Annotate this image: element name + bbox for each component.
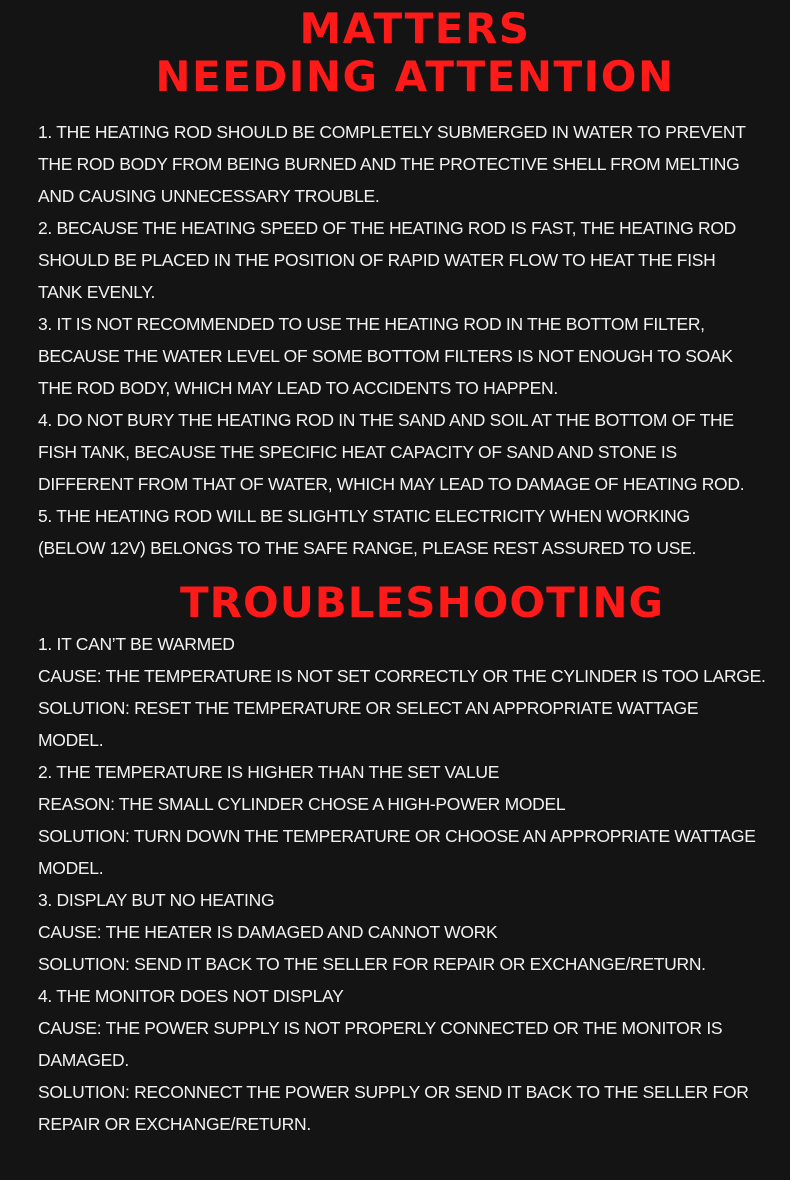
trouble-issue-1: 1. IT CAN’T BE WARMED (38, 634, 235, 654)
trouble-issue-3: 3. DISPLAY BUT NO HEATING (38, 890, 275, 910)
attention-item-3: 3. IT IS NOT RECOMMENDED TO USE THE HEATING ROD IN THE BOTTOM FILTER, BECAUSE THE WATER LEVEL OF SOME BOTTOM FILTERS IS NOT ENOUGH TO SOAK THE ROD BODY, WHICH MAY LEAD TO ACCIDENTS TO HAPPEN. (38, 314, 733, 398)
attention-item-5: 5. THE HEATING ROD WILL BE SLIGHTLY STATIC ELECTRICITY WHEN WORKING (BELOW 12V) BELONGS TO THE SAFE RANGE, PLEASE REST ASSURED TO USE. (38, 506, 697, 558)
attention-item-1: 1. THE HEATING ROD SHOULD BE COMPLETELY SUBMERGED IN WATER TO PREVENT THE ROD BODY FROM BEING BURNED AND THE PROTECTIVE SHELL FROM MELTING AND CAUSING UNNECESSARY TROUBLE. (38, 122, 746, 206)
trouble-cause-4: CAUSE: THE POWER SUPPLY IS NOT PROPERLY CONNECTED OR THE MONITOR IS DAMAGED. (38, 1018, 723, 1070)
trouble-solution-1: SOLUTION: RESET THE TEMPERATURE OR SELECT AN APPROPRIATE WATTAGE MODEL. (38, 698, 699, 750)
troubleshooting-heading: TROUBLESHOOTING (180, 578, 664, 627)
attention-item-4: 4. DO NOT BURY THE HEATING ROD IN THE SAND AND SOIL AT THE BOTTOM OF THE FISH TANK, BECAUSE THE SPECIFIC HEAT CAPACITY OF SAND AND STONE IS DIFFERENT FROM THAT OF WATER, WHICH MAY LEAD TO DAMAGE OF HEATING ROD. (38, 410, 745, 494)
trouble-issue-2: 2. THE TEMPERATURE IS HIGHER THAN THE SET VALUE (38, 762, 500, 782)
troubleshooting-list (38, 628, 766, 1140)
attention-heading-line-1: MATTERS (299, 4, 531, 53)
trouble-cause-2: REASON: THE SMALL CYLINDER CHOSE A HIGH-POWER MODEL (38, 794, 566, 814)
attention-item-2: 2. BECAUSE THE HEATING SPEED OF THE HEATING ROD IS FAST, THE HEATING ROD SHOULD BE PLACED IN THE POSITION OF RAPID WATER FLOW TO HEAT THE FISH TANK EVENLY. (38, 218, 736, 302)
trouble-solution-4: SOLUTION: RECONNECT THE POWER SUPPLY OR SEND IT BACK TO THE SELLER FOR REPAIR OR EXCHANGE/RETURN. (38, 1082, 749, 1134)
trouble-cause-1: CAUSE: THE TEMPERATURE IS NOT SET CORRECTLY OR THE CYLINDER IS TOO LARGE. (38, 666, 766, 686)
attention-list (38, 116, 766, 564)
attention-heading-line-2: NEEDING ATTENTION (155, 52, 675, 101)
trouble-issue-4: 4. THE MONITOR DOES NOT DISPLAY (38, 986, 344, 1006)
trouble-solution-3: SOLUTION: SEND IT BACK TO THE SELLER FOR REPAIR OR EXCHANGE/RETURN. (38, 954, 706, 974)
trouble-cause-3: CAUSE: THE HEATER IS DAMAGED AND CANNOT WORK (38, 922, 498, 942)
trouble-solution-2: SOLUTION: TURN DOWN THE TEMPERATURE OR CHOOSE AN APPROPRIATE WATTAGE MODEL. (38, 826, 756, 878)
attention-heading (0, 5, 790, 101)
